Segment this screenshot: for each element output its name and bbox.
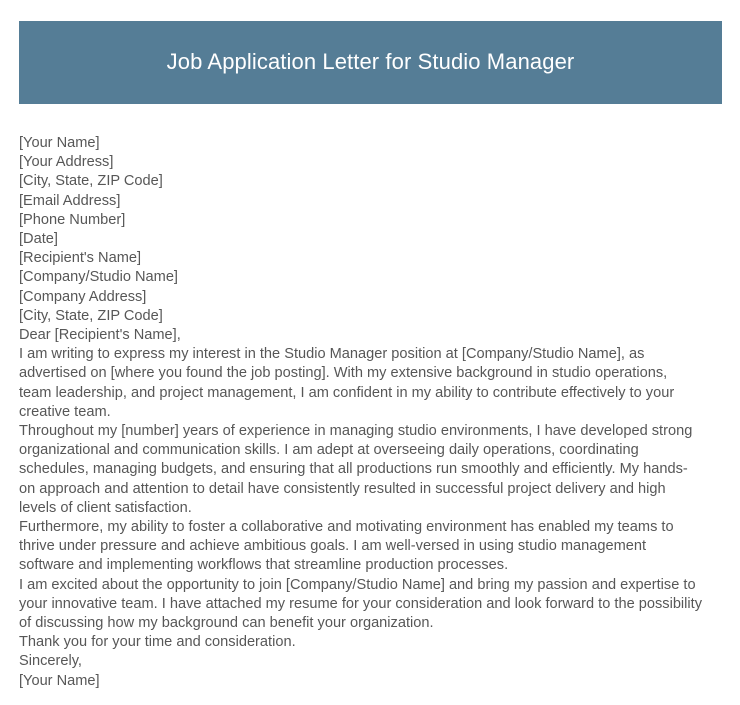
salutation: Dear [Recipient's Name], — [19, 327, 181, 344]
body-paragraph-3: Furthermore, my ability to foster a collaborative and motivating environment has enabled my teams to thrive under pressure and achieve ambitious goals. I am well-versed in using studio management software and implementing workflows that streamline production processes. — [19, 519, 674, 574]
sender-address-line: [Your Address] — [19, 154, 114, 171]
sender-phone-line: [Phone Number] — [19, 211, 126, 228]
sender-city-state-zip-line: [City, State, ZIP Code] — [19, 173, 163, 190]
body-paragraph-2: Throughout my [number] years of experience in managing studio environments, I have developed strong organizational and communication skills. I am adept at overseeing daily operations, coordinating schedules, managing budgets, and ensuring that all productions run smoothly and efficiently. My hands-on approach and attention to detail have consistently resulted in successful project delivery and high levels of client satisfaction. — [19, 423, 693, 516]
body-paragraph-4: I am excited about the opportunity to join [Company/Studio Name] and bring my passion and expertise to your innovative team. I have attached my resume for your consideration and look forward to the possibility of discussing how my background can benefit your organization. — [19, 576, 703, 632]
recipient-address-line: [Company Address] — [19, 288, 147, 305]
signature-name-line: [Your Name] — [19, 672, 100, 689]
recipient-city-state-zip-line: [City, State, ZIP Code] — [19, 307, 163, 324]
date-line: [Date] — [19, 231, 58, 248]
letter-body — [19, 134, 703, 691]
recipient-company-line: [Company/Studio Name] — [19, 269, 178, 286]
body-paragraph-1: I am writing to express my interest in the Studio Manager position at [Company/Studio Name], as advertised on [where you found the job posting]. With my extensive background in studio operations, team leadership, and project management, I am confident in my ability to contribute effectively to your creative team. — [19, 346, 675, 420]
thanks-line: Thank you for your time and consideration. — [19, 634, 296, 651]
recipient-name-line: [Recipient's Name] — [19, 250, 142, 267]
page-title: Job Application Letter for Studio Manager — [166, 49, 575, 75]
sender-name-line: [Your Name] — [19, 135, 100, 151]
closing-line: Sincerely, — [19, 653, 82, 670]
sender-email-line: [Email Address] — [19, 192, 121, 209]
document-header-banner — [19, 21, 722, 104]
